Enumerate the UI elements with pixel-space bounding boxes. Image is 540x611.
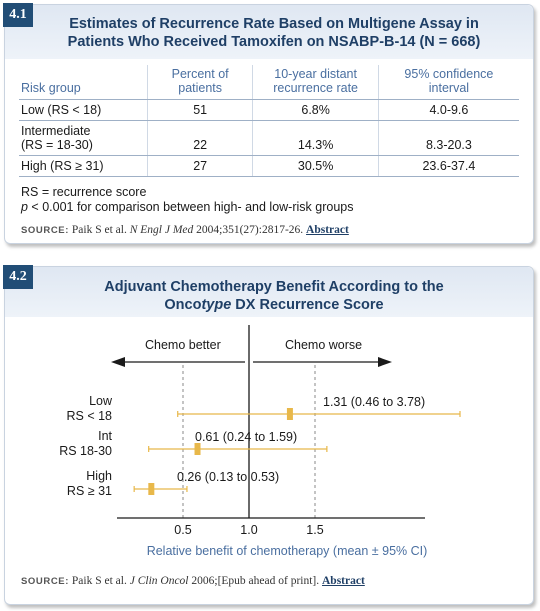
point-estimate-marker	[287, 408, 293, 420]
panel-title	[45, 15, 503, 51]
footnote-rs: RS = recurrence score	[21, 185, 147, 199]
x-tick-label: 1.0	[240, 523, 258, 537]
panel-title-line2: Patients Who Received Tamoxifen on NSABP-B-14 (N = 668)	[67, 34, 481, 50]
table-row	[19, 100, 519, 121]
row-label-rs-range: RS 18-30	[59, 444, 112, 458]
x-axis-label: Relative benefit of chemotherapy (mean ± 95% CI)	[146, 544, 428, 558]
cell-ci: 23.6-37.4	[378, 156, 519, 177]
cell-percent: 27	[147, 156, 253, 177]
chemo-better-label: Chemo better	[145, 338, 221, 352]
point-estimate-marker	[148, 483, 154, 495]
table-panel-4-1	[4, 4, 534, 244]
cell-rate: 14.3%	[253, 121, 378, 156]
source-citation: SOURCE: Paik S et al. J Clin Oncol 2006;[Epub ahead of print]. Abstract	[21, 575, 365, 587]
cell-percent: 51	[147, 100, 253, 121]
col-header-recurrence-rate: 10-year distant recurrence rate	[253, 65, 378, 100]
x-tick-label: 1.5	[306, 523, 324, 537]
point-estimate-marker	[195, 443, 201, 455]
row-label-group: Int	[98, 429, 112, 443]
chemo-better-arrowhead	[111, 357, 125, 367]
row-label-group: High	[86, 469, 112, 483]
col-header-risk-group: Risk group	[19, 65, 147, 100]
cell-rate: 30.5%	[253, 156, 378, 177]
table-header-row	[19, 65, 519, 100]
col-header-confidence-interval: 95% confidence interval	[378, 65, 519, 100]
figure-number-badge: 4.1	[3, 3, 33, 27]
source-label: SOURCE:	[21, 576, 70, 587]
abstract-link[interactable]: Abstract	[322, 575, 365, 587]
recurrence-table	[19, 65, 519, 177]
cell-percent: 22	[147, 121, 253, 156]
row-label-group: Low	[89, 394, 112, 408]
chemo-worse-arrowhead	[378, 357, 392, 367]
cell-risk-group: Intermediate (RS = 18-30)	[19, 121, 147, 156]
cell-rate: 6.8%	[253, 100, 378, 121]
panel-header	[5, 5, 533, 59]
x-tick-label: 0.5	[174, 523, 192, 537]
chemo-worse-label: Chemo worse	[285, 338, 363, 352]
row-label-rs-range: RS ≥ 31	[66, 484, 112, 498]
table-row	[19, 156, 519, 177]
cell-ci: 4.0-9.6	[378, 100, 519, 121]
table-row	[19, 121, 519, 156]
chart-panel-4-2	[4, 266, 534, 605]
figure-number-badge: 4.2	[3, 265, 33, 289]
estimate-label: 0.61 (0.24 to 1.59)	[195, 430, 298, 444]
cell-ci: 8.3-20.3	[378, 121, 519, 156]
journal-name: J Clin Oncol	[129, 575, 189, 587]
panel-title-line2: Oncotype DX Recurrence Score	[164, 297, 384, 313]
estimate-label: 1.31 (0.46 to 3.78)	[323, 395, 426, 409]
journal-name: N Engl J Med	[129, 224, 194, 236]
source-citation: SOURCE: Paik S et al. N Engl J Med 2004;351(27):2817-26. Abstract	[21, 224, 349, 236]
abstract-link[interactable]: Abstract	[306, 224, 349, 236]
footnote-p-value: p < 0.001 for comparison between high- and low-risk groups	[21, 200, 354, 214]
row-label-rs-range: RS < 18	[66, 409, 112, 423]
panel-title-line1: Adjuvant Chemotherapy Benefit According to the	[104, 279, 444, 295]
forest-plot	[5, 267, 533, 567]
source-label: SOURCE:	[21, 225, 70, 236]
col-header-percent: Percent of patients	[147, 65, 253, 100]
cell-risk-group: Low (RS < 18)	[19, 100, 147, 121]
panel-title-line1: Estimates of Recurrence Rate Based on Multigene Assay in	[69, 16, 479, 32]
cell-risk-group: High (RS ≥ 31)	[19, 156, 147, 177]
estimate-label: 0.26 (0.13 to 0.53)	[177, 470, 280, 484]
